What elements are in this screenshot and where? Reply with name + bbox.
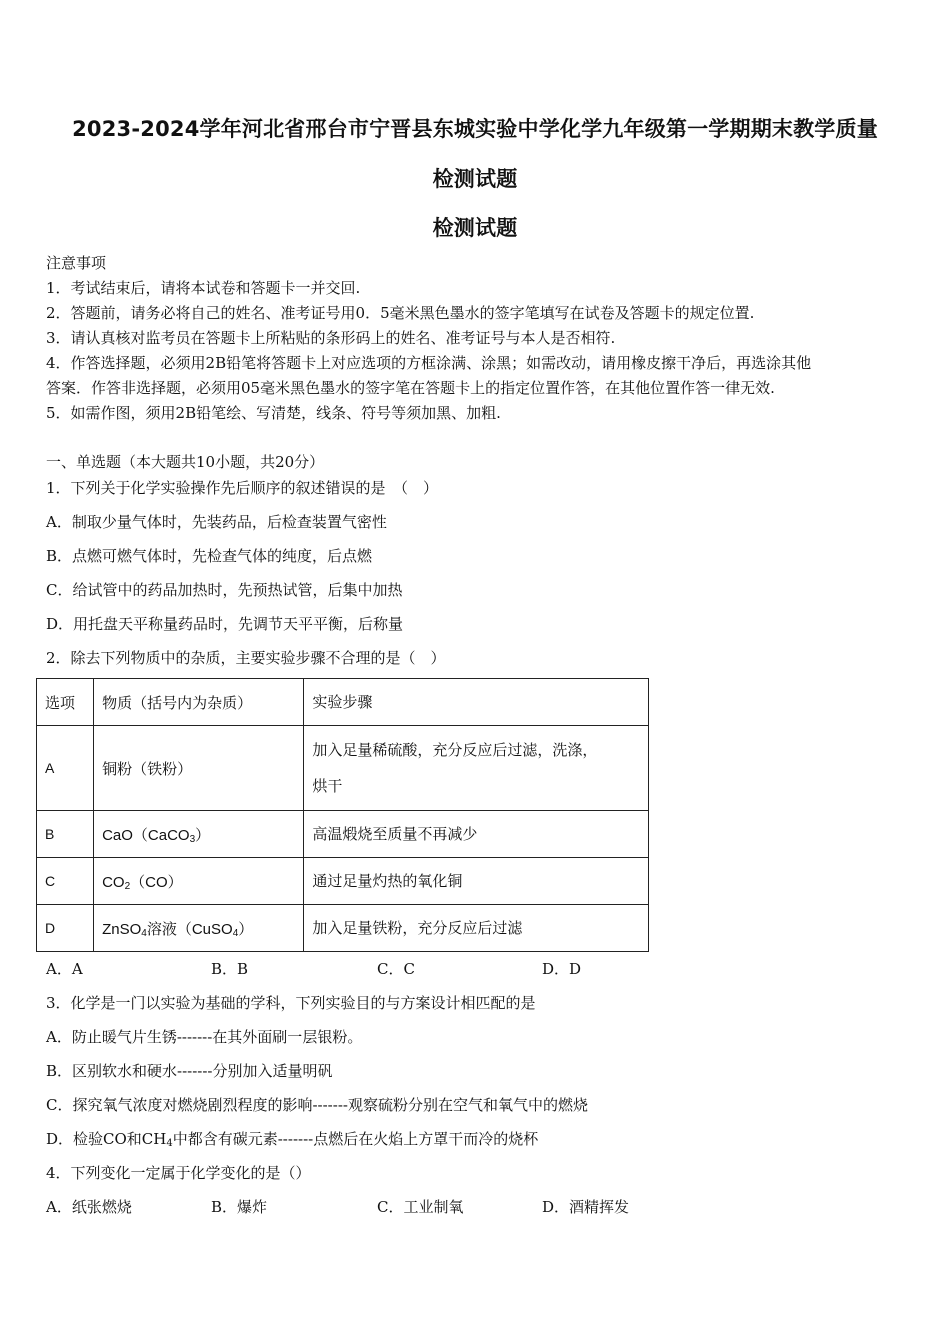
q1-option-d: D．用托盘天平称量药品时，先调节天平平衡，后称量 <box>46 615 404 633</box>
table-cell-step: 高温煅烧至质量不再减少 <box>304 811 649 858</box>
q4-answer-a: A．纸张燃烧 <box>46 1198 132 1216</box>
formula-text: CaO（CaCO <box>102 826 190 844</box>
table-row <box>37 726 649 811</box>
table-cell-substance <box>94 811 304 858</box>
table-row <box>37 858 649 905</box>
formula-subscript: 4 <box>166 1138 173 1149</box>
table-cell-step: 通过足量灼热的氧化铜 <box>304 858 649 905</box>
q1-stem: 1．下列关于化学实验操作先后顺序的叙述错误的是 （ ） <box>46 479 439 497</box>
q2-answer-d: D．D <box>542 960 582 978</box>
table-header-cell: 选项 <box>37 679 94 726</box>
formula-subscript: 4 <box>232 927 239 939</box>
q4-answer-c: C．工业制氧 <box>377 1198 464 1216</box>
q4-stem: 4．下列变化一定属于化学变化的是（） <box>46 1164 311 1182</box>
note-item: 答案．作答非选择题，必须用05毫米黑色墨水的签字笔在答题卡上的指定位置作答，在其他位置作答一律无效. <box>46 379 775 397</box>
note-item: 3．请认真核对监考员在答题卡上所粘贴的条形码上的姓名、准考证号与本人是否相符. <box>46 329 616 347</box>
table-row <box>37 905 649 952</box>
q2-answer-c: C．C <box>377 960 415 978</box>
table-cell-substance <box>94 858 304 905</box>
q2-answer-b: B．B <box>211 960 249 978</box>
table-cell-option: A <box>37 726 94 811</box>
q2-stem: 2．除去下列物质中的杂质，主要实验步骤不合理的是（ ） <box>46 649 446 667</box>
table-row <box>37 811 649 858</box>
table-cell-option: D <box>37 905 94 952</box>
table-header-row <box>37 679 649 726</box>
q2-answer-a: A．A <box>46 960 83 978</box>
q1-option-c: C．给试管中的药品加热时，先预热试管，后集中加热 <box>46 581 403 599</box>
q3-option-d-text: 中都含有碳元素-------点燃后在火焰上方罩干而冷的烧杯 <box>172 1130 539 1148</box>
table-cell-option: B <box>37 811 94 858</box>
table-cell-option: C <box>37 858 94 905</box>
q3-option-b: B．区别软水和硬水-------分别加入适量明矾 <box>46 1062 333 1080</box>
q3-stem: 3．化学是一门以实验为基础的学科，下列实验目的与方案设计相匹配的是 <box>46 994 536 1012</box>
q4-answer-d: D．酒精挥发 <box>542 1198 630 1216</box>
q1-option-b: B．点燃可燃气体时，先检查气体的纯度，后点燃 <box>46 547 373 565</box>
formula-text: ） <box>195 826 211 844</box>
q3-option-a: A．防止暖气片生锈-------在其外面刷一层银粉。 <box>46 1028 363 1046</box>
q4-answer-b: B．爆炸 <box>211 1198 268 1216</box>
q3-option-c: C．探究氧气浓度对燃烧剧烈程度的影响-------观察硫粉分别在空气和氧气中的燃烧 <box>46 1096 588 1114</box>
formula-subscript: 2 <box>124 880 131 892</box>
formula-text: （CO） <box>130 873 183 891</box>
title-line-2: 检测试题 <box>432 167 518 191</box>
table-cell-step: 加入足量铁粉，充分反应后过滤 <box>304 905 649 952</box>
title-line-1: 2023-2024学年河北省邢台市宁晋县东城实验中学化学九年级第一学期期末教学质量 <box>72 117 878 141</box>
q2-table <box>36 678 649 952</box>
formula-text: 溶液（CuSO <box>146 920 233 938</box>
table-cell-substance <box>94 905 304 952</box>
table-cell-step <box>304 726 649 811</box>
note-item: 4．作答选择题，必须用2B铅笔将答题卡上对应选项的方框涂满、涂黑；如需改动，请用橡皮擦干净后，再选涂其他 <box>46 354 812 372</box>
note-item: 1．考试结束后，请将本试卷和答题卡一并交回. <box>46 279 361 297</box>
title-line-3: 检测试题 <box>432 216 518 240</box>
formula-subscript: 3 <box>189 833 196 845</box>
q3-option-d <box>46 1128 538 1149</box>
step-line: 加入足量稀硫酸，充分反应后过滤，洗涤， <box>312 741 598 759</box>
notes-heading: 注意事项 <box>46 254 107 272</box>
note-item: 5．如需作图，须用2B铅笔绘、写清楚，线条、符号等须加黑、加粗. <box>46 404 501 422</box>
table-header-cell: 物质（括号内为杂质） <box>94 679 304 726</box>
q3-option-d-text: D．检验CO和CH <box>46 1130 167 1148</box>
step-line: 烘干 <box>312 777 343 795</box>
note-item: 2．答题前，请务必将自己的姓名、准考证号用0．5毫米黑色墨水的签字笔填写在试卷及答题卡的规定位置. <box>46 304 755 322</box>
section-heading: 一、单选题（本大题共10小题，共20分） <box>46 453 325 471</box>
formula-text: ） <box>238 920 254 938</box>
formula-text: CO <box>102 873 125 891</box>
table-cell-substance: 铜粉（铁粉） <box>94 726 304 811</box>
q1-option-a: A．制取少量气体时，先装药品，后检查装置气密性 <box>46 513 387 531</box>
formula-text: ZnSO <box>102 920 142 938</box>
table-header-cell: 实验步骤 <box>304 679 649 726</box>
formula-subscript: 4 <box>141 927 147 939</box>
